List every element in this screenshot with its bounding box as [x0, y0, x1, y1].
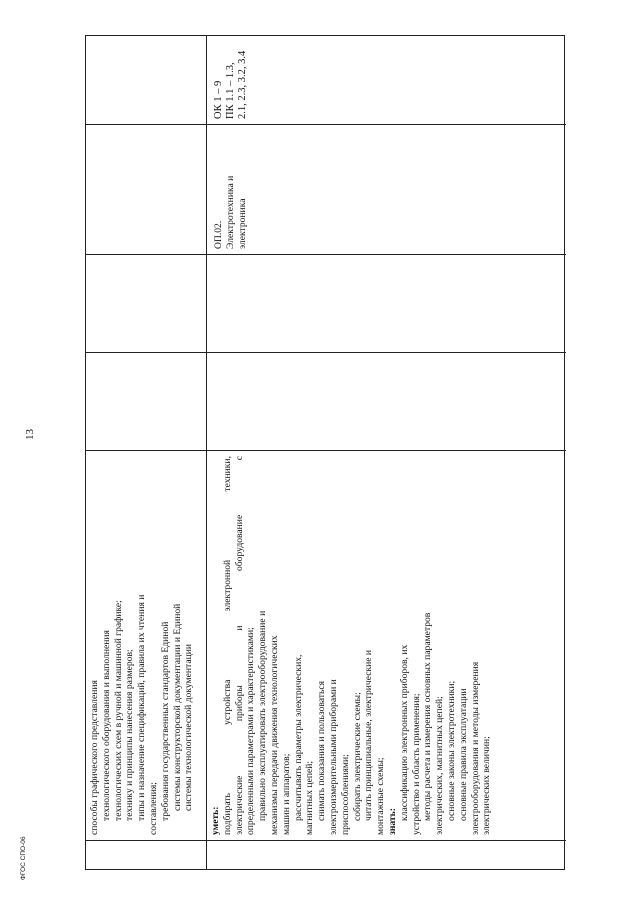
word: устройства — [221, 679, 233, 725]
competency-line: ОК 1 – 9 — [213, 80, 224, 119]
text-line: электрических величин; — [481, 736, 493, 835]
skills-text-block — [86, 451, 198, 840]
discipline-name: Электротехника и — [224, 175, 236, 249]
text-line: технику и принципы нанесения размеров; — [124, 649, 136, 821]
text-line: снимать показания и пользоваться — [316, 680, 328, 821]
text-line: читать принципиальные, электрические и — [363, 649, 375, 821]
word: и — [233, 625, 245, 631]
footer-code: ФГОС СПО-06 — [20, 836, 27, 880]
skills-text-block — [207, 451, 496, 840]
text-line: рассчитывать параметры электрических, — [292, 654, 304, 821]
text-line: основные законы электротехники; — [445, 680, 457, 821]
page-number: 13 — [24, 429, 36, 440]
text-line: основные правила эксплуатации — [457, 688, 469, 821]
table-row — [86, 36, 206, 869]
table-row — [206, 36, 566, 869]
umet-label: уметь: — [210, 806, 221, 835]
text-line: монтажные схемы; — [375, 757, 387, 835]
text-line: механизмы передачи движения технологических — [268, 635, 280, 835]
justified-line — [222, 456, 234, 835]
text-line: системы конструкторской документации и Единой — [171, 603, 183, 811]
word: с — [233, 456, 245, 461]
text-line: машин и аппаратов; — [280, 753, 292, 835]
text-line: магнитных цепей; — [304, 760, 316, 835]
word: электронной — [221, 559, 233, 612]
table-cell-discipline — [207, 125, 566, 255]
curriculum-table — [85, 35, 565, 870]
table-cell-discipline — [86, 125, 206, 255]
text-line: электрооборудования и методы измерения — [469, 661, 481, 835]
text-line: типы и назначение спецификаций, правила их чтения и — [136, 594, 148, 821]
table-cell-index — [86, 841, 206, 869]
text-line: устройство и область применения; — [410, 693, 422, 835]
table-cell-hours — [207, 255, 566, 353]
table-cell-content — [86, 451, 206, 841]
competency-line: 2.1, 2.3, 3.2, 3.4 — [237, 50, 248, 119]
text-line: правильно эксплуатировать электрооборудование и — [257, 610, 269, 821]
text-line: определенными параметрами и характеристиками; — [245, 627, 257, 835]
table-cell-max-load — [207, 353, 566, 451]
word: оборудование — [233, 514, 245, 571]
table-cell-competencies — [207, 34, 566, 125]
word: электрические — [233, 775, 245, 835]
text-line: технологического оборудования и выполнения — [100, 630, 112, 821]
text-line: системы технологической документации — [183, 644, 195, 811]
znat-label: знать: — [386, 808, 398, 835]
text-line: собирать электрические схемы; — [351, 692, 363, 821]
discipline-code: ОП.02. — [213, 220, 224, 249]
text-line: электрических, магнитных цепей; — [434, 696, 446, 835]
text-line: способы графического представления — [89, 680, 100, 835]
table-cell-content — [207, 451, 566, 841]
word: техники, — [221, 456, 233, 492]
text-line: электроизмерительными приборами и — [327, 679, 339, 835]
text-line: классификацию электронных приборов, их — [398, 644, 410, 821]
discipline-name: электроника — [236, 198, 248, 249]
word: приборы — [233, 685, 245, 722]
text-line: методы расчета и измерения основных параметров — [422, 612, 434, 821]
table-cell-hours — [86, 255, 206, 353]
table-cell-max-load — [86, 353, 206, 451]
table-cell-index — [207, 841, 566, 869]
justified-line — [234, 456, 246, 835]
word: подбирать — [221, 793, 233, 835]
text-line: составления; — [147, 782, 159, 835]
text-line: приспособлениями; — [339, 754, 351, 835]
table-cell-competencies — [86, 34, 206, 125]
text-line: технологических схем в ручной и машинной графике; — [112, 600, 124, 821]
competency-line: ПК 1.1 – 1.3, — [225, 62, 236, 119]
text-line: требования государственных стандартов Единой — [159, 621, 171, 821]
